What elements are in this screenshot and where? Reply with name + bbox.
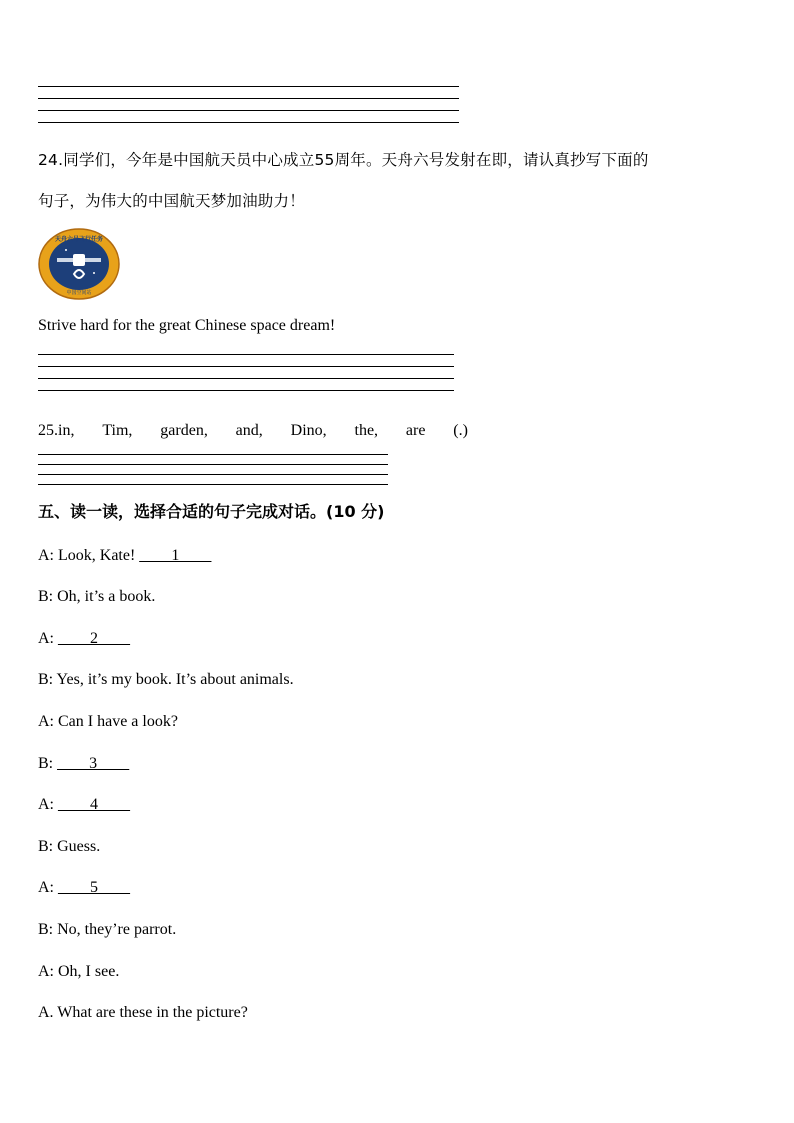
writing-line	[38, 474, 388, 475]
writing-line	[38, 122, 459, 123]
speaker-label: A:	[38, 547, 54, 564]
q25-word: are	[405, 422, 426, 439]
badge-top-text: 天舟六号飞行任务	[54, 236, 104, 243]
q24-prompt-line-2: 句子，为伟大的中国航天梦加油助力！	[38, 192, 305, 210]
q24-sentence: Strive hard for the great Chinese space dream!	[38, 317, 336, 334]
writing-lines-q25	[38, 454, 388, 494]
speaker-label: A:	[38, 713, 54, 730]
speaker-label: B:	[38, 671, 54, 688]
dialogue-line	[38, 754, 129, 774]
speaker-label: B:	[38, 588, 54, 605]
speaker-label: B:	[38, 755, 54, 772]
dialogue-line	[38, 712, 178, 732]
dialogue-text: Oh, I see.	[58, 963, 120, 980]
dialogue-text: No, they’re parrot.	[57, 921, 177, 938]
writing-line	[38, 354, 454, 355]
writing-lines-q24	[38, 354, 454, 402]
option-a: A. What are these in the picture?	[38, 1004, 248, 1021]
writing-line	[38, 464, 388, 465]
dialogue-text: Can I have a look?	[58, 713, 178, 730]
dialogue-line	[38, 837, 100, 857]
q24-prompt-line-1: 24.同学们，今年是中国航天员中心成立55周年。天舟六号发射在即，请认真抄写下面的	[38, 151, 649, 169]
writing-line	[38, 86, 459, 87]
dialogue-text: Oh, it’s a book.	[57, 588, 156, 605]
dialogue-line	[38, 920, 176, 940]
writing-line	[38, 390, 454, 391]
writing-line	[38, 98, 459, 99]
dialogue-line	[38, 878, 130, 898]
q25-word: garden,	[160, 422, 208, 439]
dialogue-line	[38, 795, 130, 815]
dialogue-line	[38, 670, 294, 690]
dialogue-line	[38, 962, 119, 982]
speaker-label: A:	[38, 630, 54, 647]
writing-line	[38, 366, 454, 367]
badge-bottom-text: 中国空间站	[66, 290, 92, 296]
section-5-heading: 五、读一读，选择合适的句子完成对话。(10 分)	[38, 502, 385, 521]
q25-word-list	[38, 421, 468, 441]
dialogue-text: Look, Kate!	[58, 547, 136, 564]
writing-line	[38, 378, 454, 379]
mission-badge-icon	[38, 228, 120, 300]
dialogue-line	[38, 546, 211, 566]
writing-lines-top	[38, 86, 459, 134]
q25-word: Dino,	[290, 422, 327, 439]
q25-word: 25.in,	[38, 422, 75, 439]
dialogue-line	[38, 629, 130, 649]
speaker-label: B:	[38, 921, 54, 938]
writing-line	[38, 110, 459, 111]
speaker-label: A:	[38, 963, 54, 980]
answer-blank-5[interactable]: ____5____	[58, 879, 130, 896]
writing-line	[38, 484, 388, 485]
writing-line	[38, 454, 388, 455]
speaker-label: B:	[38, 838, 54, 855]
dialogue-line	[38, 587, 155, 607]
answer-blank-1[interactable]: ____1____	[139, 547, 212, 564]
answer-blank-4[interactable]: ____4____	[58, 796, 130, 813]
dialogue-text: Yes, it’s my book. It’s about animals.	[56, 671, 294, 688]
q25-word: the,	[354, 422, 379, 439]
speaker-label: A:	[38, 879, 54, 896]
q25-word: Tim,	[102, 422, 133, 439]
answer-blank-3[interactable]: ____3____	[57, 755, 130, 772]
q25-word: (.)	[453, 422, 468, 439]
dialogue-text: Guess.	[57, 838, 101, 855]
q25-word: and,	[235, 422, 263, 439]
answer-blank-2[interactable]: ____2____	[58, 630, 130, 647]
speaker-label: A:	[38, 796, 54, 813]
